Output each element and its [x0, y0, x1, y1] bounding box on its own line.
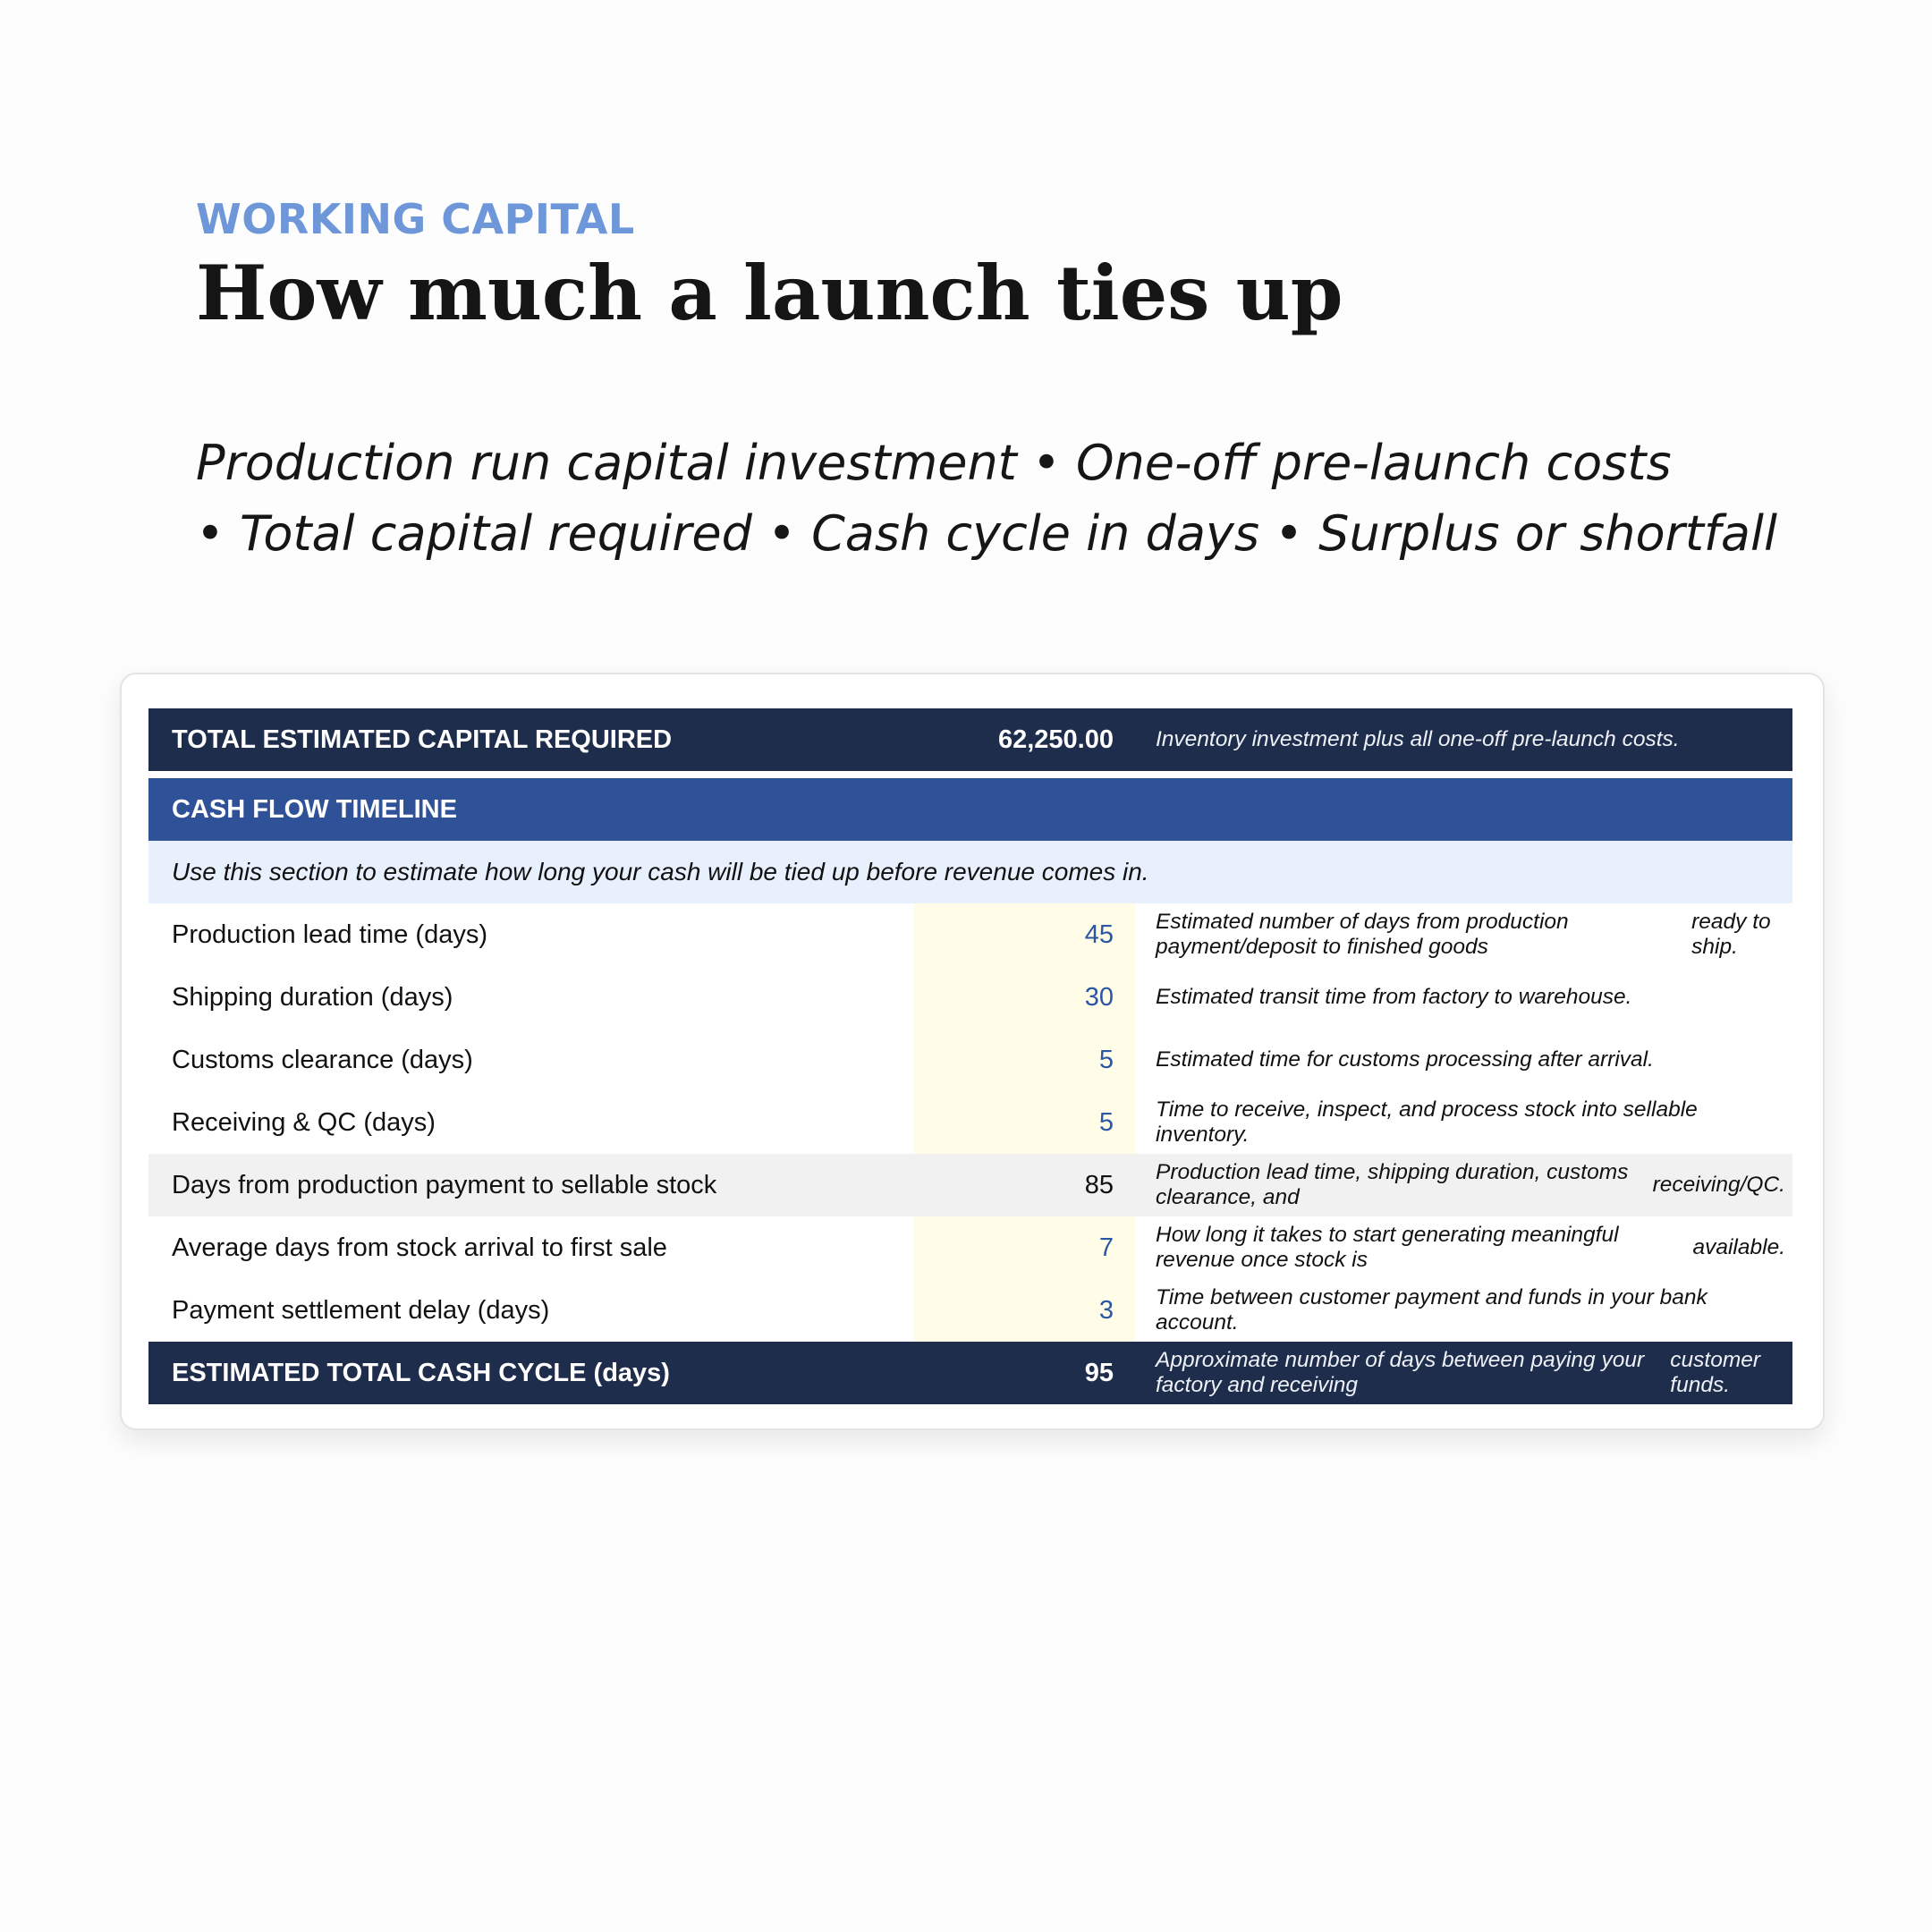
row-note-line: Time between customer payment and funds in your bank account. [1156, 1285, 1707, 1335]
row-label: Payment settlement delay (days) [172, 1295, 550, 1325]
row-label: Average days from stock arrival to first sale [172, 1233, 667, 1262]
row-note-line: ready to ship. [1691, 910, 1771, 959]
row-note [1135, 1154, 1792, 1216]
section-title: CASH FLOW TIMELINE [172, 794, 457, 824]
row-note [1135, 1091, 1792, 1154]
section-kicker: WORKING CAPITAL [196, 195, 635, 243]
row-note-line: customer funds. [1670, 1348, 1761, 1397]
row-note-line: Production lead time, shipping duration, customs clearance, and [1156, 1160, 1629, 1209]
total-cycle-note [1135, 1342, 1792, 1404]
row-note [1135, 1279, 1792, 1342]
cash-flow-section-header [148, 778, 1792, 841]
table-row [148, 966, 1792, 1029]
row-note-line: available. [1692, 1235, 1785, 1259]
row-label: Customs clearance (days) [172, 1045, 473, 1074]
table-row [148, 1091, 1792, 1154]
total-capital-row [148, 708, 1792, 771]
table-row [148, 1216, 1792, 1279]
row-note-line: Estimated transit time from factory to warehouse. [1156, 985, 1632, 1009]
row-input-value[interactable]: 5 [913, 1029, 1135, 1091]
row-label: Shipping duration (days) [172, 982, 453, 1012]
row-note-line: How long it takes to start generating meaningful revenue once stock is [1156, 1223, 1619, 1272]
table-row [148, 903, 1792, 966]
subtitle-line: • Total capital required • Cash cycle in days • Surplus or shortfall [196, 505, 1777, 562]
row-note-line: receiving/QC. [1652, 1173, 1785, 1197]
row-note [1135, 1216, 1792, 1279]
row-input-value[interactable]: 3 [913, 1279, 1135, 1342]
total-capital-label: TOTAL ESTIMATED CAPITAL REQUIRED [172, 724, 673, 754]
total-cash-cycle-row [148, 1342, 1792, 1404]
page-subtitle [196, 428, 1806, 569]
row-calculated-value[interactable]: 85 [1084, 1170, 1114, 1199]
row-note-line: Estimated time for customs processing after arrival. [1156, 1047, 1654, 1072]
row-note [1135, 966, 1792, 1029]
total-cycle-value[interactable]: 95 [1084, 1358, 1114, 1387]
table-row [148, 1279, 1792, 1342]
row-label: Production lead time (days) [172, 919, 487, 949]
row-note [1135, 903, 1792, 966]
row-input-value[interactable]: 45 [913, 903, 1135, 966]
section-info-row [148, 841, 1792, 903]
row-label: Days from production payment to sellable stock [172, 1170, 717, 1199]
total-capital-note: Inventory investment plus all one-off pre-launch costs. [1156, 727, 1680, 751]
subtitle-line: Production run capital investment • One-off pre-launch costs [196, 435, 1672, 491]
total-capital-value[interactable]: 62,250.00 [997, 724, 1114, 754]
row-input-value[interactable]: 7 [913, 1216, 1135, 1279]
row-note-line: Estimated number of days from production payment/deposit to finished goods [1156, 910, 1569, 959]
row-input-value[interactable]: 5 [913, 1091, 1135, 1154]
row-note [1135, 1029, 1792, 1091]
page-title: How much a launch ties up [196, 249, 1343, 337]
row-label: Receiving & QC (days) [172, 1107, 436, 1137]
row-input-value[interactable]: 30 [913, 966, 1135, 1029]
table-row [148, 1029, 1792, 1091]
total-cycle-label: ESTIMATED TOTAL CASH CYCLE (days) [172, 1358, 670, 1387]
section-info-text: Use this section to estimate how long your cash will be tied up before revenue comes in. [172, 858, 1149, 886]
row-note-line: Time to receive, inspect, and process stock into sellable inventory. [1156, 1097, 1698, 1147]
table-row-calculated [148, 1154, 1792, 1216]
row-note-line: Approximate number of days between paying your factory and receiving [1156, 1348, 1645, 1397]
